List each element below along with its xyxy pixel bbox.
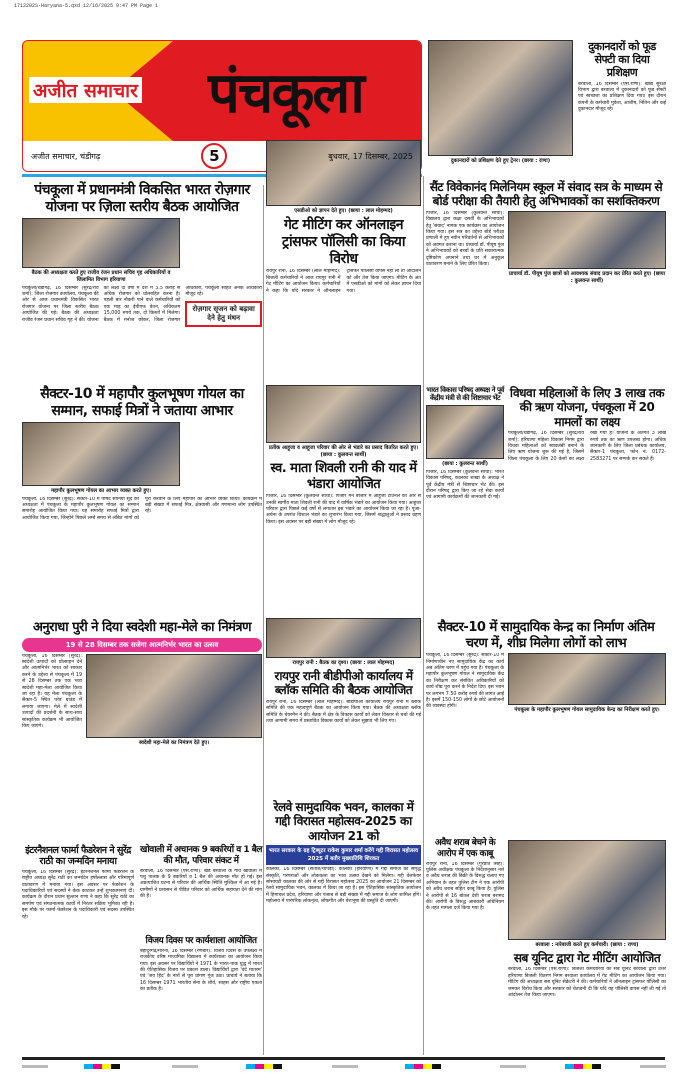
- masthead: [22, 40, 422, 172]
- bottom-rule: [22, 1057, 665, 1060]
- headline-community-centre: सैक्टर-10 में सामुदायिक केन्द्र का निर्माण अंतिम चरण में, शीघ्र मिलेगा लोगों को लाभ: [437, 620, 655, 651]
- article-pharma: [22, 845, 134, 1053]
- photo-caption: बरवाला : नारेबाजी करते हुए कर्मचारी। (छाया : राणा): [535, 942, 639, 948]
- headline-sub-unit-meeting: सब यूनिट द्वारा गेट मीटिंग आयोजित: [513, 951, 661, 965]
- subhead-banner: भारत सरकार के ग्रह ट्रिब्यूटर राकेश कुमार शर्मा करेंगे गद्दी विरासत महोत्सव 2025 में बतौर मुख्यातिथि शिरकत: [266, 845, 421, 865]
- article-bdpo: [266, 618, 421, 796]
- photo-mela: [86, 654, 262, 738]
- photo-block: [86, 654, 262, 838]
- headline-mayor-honour: सैक्टर-10 में महापौर कुलभूषण गोयल का सम्मान, सफाई मित्रों ने जताया आभार: [40, 386, 244, 419]
- headline-rozgar-yojana: पंचकूला में प्रधानमंत्री विकसित भारत रोज़गार योजना पर ज़िला स्तरीय बैठक आयोजित: [34, 182, 250, 215]
- article-body: रायपुर रानी, 16 दिसम्बर (लाल मोहम्मद): बिजली कर्मचारियों ने आज रायपुर रानी में गेट मीटिंग का आयोजन किया। कर्मचारियों ने कहा कि यदि सरकार ने ऑनलाइन ट्रांसफर पॉलिसी वापस नहीं ली तो आंदोलन को और तेज किया जाएगा। मीटिंग के अंत में एसडीओ को मांगों को लेकर ज्ञापन दिया गया।: [266, 269, 421, 294]
- headline-bdpo: रायपुर रानी बीडीपीओ कार्यालय में ब्लॉक समिति की बैठक आयोजित: [274, 669, 413, 698]
- article-row: [22, 654, 262, 838]
- headline-widow-loan: विधवा महिलाओं के लिए 3 लाख तक की ऋण योजना, पंचकूला में 20 मामलों का लक्ष्य: [509, 386, 665, 429]
- column-divider: [263, 185, 264, 1055]
- page-number: 5: [201, 143, 227, 169]
- article-body: पंचकूला, 16 दिसम्बर (सुरेंद्र): स्वदेशी उत्पादों को प्रोत्साहन देने और आत्मनिर्भर भारत को साकार करने के उद्देश्य से पंचकूला में 19 से 28 दिसम्बर तक एक भव्य स्वदेशी महा-मेला आयोजित किया जा रहा है। यह मेला पंचकूला के सैक्टर-5 स्थित परेड ग्राउंड में लगाया जाएगा। मेले में स्वदेशी उत्पादों की प्रदर्शनी के साथ-साथ सांस्कृतिक कार्यक्रम भी आयोजित किए जाएंगे।: [22, 653, 82, 730]
- photo-caption: एसडीओ को ज्ञापन देते हुए। (छाया : लाल मोहम्मद): [294, 208, 393, 214]
- article-row: [426, 653, 666, 834]
- article-swadeshi-mela: [22, 620, 262, 838]
- article-widow-loan: [508, 386, 666, 614]
- article-rozgar: [22, 182, 262, 380]
- photo-protest: [508, 840, 666, 940]
- newspaper-brand: अजीत समाचार: [29, 77, 142, 103]
- photo-food-training: [428, 40, 573, 156]
- article-bhandara: [266, 385, 421, 613]
- article-gaddi-festival: [266, 800, 421, 1053]
- article-body: पंचकूला, 16 दिसम्बर (सुरेंद्र): सैक्टर-10 में निर्माणाधीन नए सामुदायिक केंद्र का कार्य अब अंतिम चरण में पहुंच गया है। पंचकूला के महापौर कुलभूषण गोयल ने सामुदायिक केंद्र का निरीक्षण कर संबंधित अधिकारियों को कार्य शीघ्र पूरा करने के निर्देश दिए। इस भवन पर लगभग 7.50 करोड़ रुपये की लागत आई है। इसमें 150-150 लोगों के छोटे आयोजनों की व्यवस्था होगी।: [426, 653, 504, 710]
- headline-pharma-federation: इंटरनैशनल फार्मा फैडरेशन ने सुरेंद्र राठी का जन्मदिन मनाया: [25, 845, 131, 868]
- headline-swadeshi-mela: अनुराधा पुरी ने दिया स्वदेशी महा-मेले का निमंत्रण: [32, 620, 252, 635]
- photo-parishad: [426, 405, 504, 459]
- article-body: पंचकूला, 16 दिसम्बर (सुरेंद्र): इंटरनैशनल फार्मा फैडरेशन के राष्ट्रीय अध्यक्ष सुरेंद्र राठी का जन्मदिन हर्षोल्लास और गरिमापूर्ण वातावरण में मनाया गया। इस अवसर पर फेडरेशन के पदाधिकारियों एवं सदस्यों ने केक काटकर उन्हें शुभकामनाएं दीं। कार्यक्रम के दौरान प्रधान सुल्तान राणा ने कहा कि सुरेंद्र राठी का समर्पण एवं संगठनात्मक कार्यों में निरंतर सक्रिय भूमिका रही है। इस मौके पर फार्मा फेडरेशन के पदाधिकारी एवं सदस्य उपस्थित रहे।: [22, 869, 134, 920]
- registration-bar: [332, 1065, 358, 1068]
- headline-parishad-visit: भारत विकास परिषद् अध्यक्ष ने पूर्व केंद्रीय मंत्री से की शिष्टाचार भेंट: [426, 386, 504, 403]
- photo-caption: (छाया : कुलवन्त सार्थी): [441, 460, 488, 467]
- photo-caption: बैठक की अध्यक्षता करते हुए राजीव रंजन प्रधान सचिव गृह अधिकारियों व जिलामित विभाग हरियाणा: [31, 269, 171, 283]
- photo-inspection: [508, 653, 666, 705]
- registration-bar: [500, 1065, 526, 1068]
- subhead-banner: 19 से 28 दिसम्बर तक सजेगा आत्मनिर्भर भारत का उत्सव: [22, 638, 262, 652]
- article-body: बरवाला, 16 दिसम्बर (एस.राणा): खंड बरवाला के गांव खोवाली में पशु पालक के 9 बकरियों व 1 बैल की अचानक मौत हो गई। इस अप्रत्याशित घटना से परिवार की आर्थिक स्थिति मुश्किल में आ गई है। ग्रामीणों ने प्रशासन से पीड़ित परिवार को आर्थिक सहायता देने की मांग की है।: [140, 868, 262, 900]
- photo-caption: प्रतीक आहूजा व आहूजा परिवार की ओर से भंडारे का प्रसाद वितरित करते हुए। (छाया : कुलवन्त सार्थी): [268, 445, 419, 458]
- article-body: रायपुर रानी, 16 दिसम्बर (लाल मोहम्मद): बीडीपीओ कार्यालय रायपुर रानी में ब्लॉक समिति की एक महत्वपूर्ण बैठक का आयोजन किया गया। बैठक की अध्यक्षता ब्लॉक समिति के चेयरमैन ने की। बैठक में क्षेत्र के विकास कार्यों को लेकर विस्तार से चर्चा की गई तथा आगामी समय में प्रस्तावित विकास कार्यों को लेकर सुझाव भी लिए गए।: [266, 699, 421, 724]
- photo-caption: प्राचार्या डॉ. पीयूष पुंज छात्रों को आवश्यक संवाद प्रदान कर प्रेरित करते हुए। (छाया : कुलवन्त सार्थी): [508, 270, 666, 284]
- registration-bar: [172, 1065, 198, 1068]
- article-body: पंचकूला/चंडीगढ़, 16 दिसम्बर (सुरेंद्र/रवि शर्मा): जिला रोजगार कार्यालय, पंचकूला की ओर से आज प्रधानमंत्री विकसित भारत रोजगार योजना पर जिला स्तरीय बैठक आयोजित की गई। बैठक की अध्यक्षता राजीव रंजन प्रधान सचिव गृह ने की। योजना का लक्ष्य दो वर्षों में देश में 3.5 करोड़ से अधिक रोजगार को प्रोत्साहित करना है। पहली बार नौकरी पाने वाले कर्मचारियों को एक माह का ईपीएफ वेतन, अधिकतम 15,000 रुपये तक, दो किस्तों में मिलेगा। बैठक में मनोज छोकर, जिला रोजगार अधिकारी, पंचकूला सहित अनेक अधिकारी मौजूद रहे।: [22, 285, 262, 323]
- article-school: [426, 180, 666, 380]
- color-registration-mark: [405, 1064, 441, 1069]
- edition-city-title: पंचकूला: [208, 61, 363, 126]
- headline-gate-meeting: गेट मीटिंग कर ऑनलाइन ट्रांसफर पॉलिसी का किया विरोध: [281, 217, 406, 267]
- article-body: पंचकूला/चंडीगढ़, 16 दिसम्बर (सुरेंद्र/रवि शर्मा): हरियाणा महिला विकास निगम द्वारा विधवा महिलाओं को स्वावलंबी बनाने के लिए ऋण योजना शुरू की गई है, जिसमें जिला पंचकूला के लिए 20 केसों का लक्ष्य रखा गया है। योजना के अंतर्गत 3 लाख रुपये तक का ऋण उपलब्ध होगा। अधिक जानकारी के लिए जिला प्रबंधक कार्यालय, सैक्टर-1 पंचकूला, फोन नं. 0172-2583271 पर सम्पर्क कर सकते हैं।: [508, 431, 666, 462]
- article-sub-unit: [508, 840, 666, 1053]
- registration-bar: [640, 1065, 666, 1068]
- article-gate-meeting: [266, 140, 421, 380]
- article-body: पिंजौर, 16 दिसम्बर (कुलवन्त सार्थी): भारत विकास परिषद्, कालका शाखा के अध्यक्ष ने पूर्व केंद्रीय मंत्री से शिष्टाचार भेंट की। इस दौरान परिषद् द्वारा किए जा रहे सेवा कार्यों एवं आगामी कार्यक्रमों की जानकारी दी गई।: [426, 469, 504, 501]
- article-body: पिंजौर, 16 दिसम्बर (कुलवन्त सार्थी): पिंजौर मेन बाजार में आहूजा टाउनल की ओर से उनकी स्वर्गीय माता शिवली रानी की याद में वार्षिक भंडारे का आयोजन किया गया। आहूजा परिवार द्वारा पिछले कई वर्षों से लगातार इस भंडारे का आयोजन किया जा रहा है। पूजा-अर्चना के उपरांत विशाल भंडारे का शुभारंभ किया गया, जिसमें श्रद्धालुओं ने प्रसाद ग्रहण किया। इस अवसर पर बड़ी संख्या में लोग मौजूद रहे।: [266, 494, 421, 525]
- color-registration-mark: [246, 1064, 282, 1069]
- article-vijay-diwas: [140, 936, 262, 1053]
- headline-livestock-deaths: खोवाली में अचानक 9 बकरियों व 1 बैल की मौत, परिवार संकट में: [140, 845, 262, 866]
- photo-meeting: [22, 218, 180, 268]
- photo-caption: स्वदेशी महा-मेले का निमंत्रण देते हुए।: [138, 739, 210, 746]
- photo-block-food: [428, 40, 573, 172]
- headline-food-safety: दुकानदारों को फूड सेफ्टी का दिया प्रशिक्षण: [588, 40, 656, 80]
- photo-principal: [508, 211, 666, 269]
- article-body: बरवाला, 16 दिसम्बर (एस.राणा): बिजली कर्मचारियों की सब यूनिट बरवाला द्वारा उत्तर हरियाणा बिजली वितरण निगम बरवाला कार्यालय में गेट मीटिंग का आयोजन किया गया। मीटिंग की अध्यक्षता सब यूनिट सेक्रेटरी ने की। कर्मचारियों ने ऑनलाइन ट्रांसफर पॉलिसी का जमकर विरोध किया और सरकार को चेतावनी दी कि यदि यह पॉलिसी वापस नहीं ली गई तो आंदोलन तेज किया जाएगा।: [508, 967, 666, 999]
- photo-block: [508, 211, 666, 380]
- article-illegal-liquor: [426, 838, 504, 1053]
- headline-gaddi-festival: रेलवे सामुदायिक भवन, कालका में गद्दी विरासत महोत्सव-2025 का आयोजन 21 को: [273, 800, 414, 843]
- article-body: कालका, 16 दिसम्बर (सतीश/चोपड़ा): कालका (हरियाणा) में गद्दी समाज की समृद्ध संस्कृति, परंपराओं और लोककला का भव्य उत्सव देखने को मिलेगा। गद्दी वेलफेयर सोसायटी कालका की ओर से गद्दी विरासत महोत्सव 2025 का आयोजन 21 दिसम्बर को रेलवे सामुदायिक भवन, कालका में किया जा रहा है। इस ऐतिहासिक सांस्कृतिक आयोजन में हिमाचल प्रदेश, हरियाणा और पंजाब से बड़ी संख्या में गद्दी समाज के लोग शामिल होंगे। महोत्सव में पारंपरिक लोकनृत्य, लोकगीत और वेशभूषा की प्रस्तुति दी जाएगी।: [266, 867, 421, 905]
- print-slug: 1712202S-Haryana-5.qxd 12/16/2025 9:47 PM Page 1: [14, 3, 159, 9]
- article-body: पिंजौर, 16 दिसम्बर (कुलवन्त सार्थी): विद्यालय द्वारा कक्षा दसवीं के अभिभावकों हेतु 'संवाद' नामक एक कार्यक्रम का आयोजन किया गया। इस सत्र का उद्देश्य बोर्ड परीक्षा प्रणाली में हुए नवीन परिवर्तनों से अभिभावकों को अवगत कराना था। प्राचार्या डॉ. पीयूष पुंज ने अभिभावकों को बच्चों के प्रति सकारात्मक दृष्टिकोण अपनाने तथा घर में अनुकूल वातावरण बनाने के लिए प्रेरित किया।: [426, 210, 504, 268]
- article-body: पंचकूला, 16 दिसम्बर (सुरेंद्र): सैक्टर-10 में पार्षद सोनिया सूद की अध्यक्षता में पंचकूला के महापौर कुलभूषण गोयल का सम्मान समारोह आयोजित किया गया। यह समारोह सफाई मित्रों द्वारा आयोजित किया गया, जिन्होंने पिछले लम्बे समय से लंबित मांगों को पूरा करवाने के लिए महापौर का आभार व्यक्त किया। कार्यक्रम में बड़ी संख्या में सफाई मित्र, क्षेत्रवासी और गणमान्य लोग उपस्थित रहे।: [22, 496, 262, 521]
- color-registration-mark: [565, 1064, 601, 1069]
- article-food-safety: [578, 40, 666, 175]
- color-registration-mark: [84, 1064, 120, 1069]
- subhead-inset: रोज़गार सृजन को बढ़ावा देने हेतु मंथन: [185, 301, 262, 327]
- photo-bhandara: [266, 385, 421, 443]
- article-parishad: [426, 386, 504, 614]
- photo-bdpo-meeting: [266, 618, 421, 658]
- article-body-wrap: [22, 286, 262, 380]
- headline-illegal-liquor: अवैध शराब बेचने के आरोप में एक काबू: [434, 838, 496, 859]
- article-row: [426, 211, 666, 380]
- headline-school-session: सैंट विवेकानंद मिलेनियम स्कूल में संवाद सत्र के माध्यम से बोर्ड परीक्षा की तैयारी हेतु अभिभावकों का सशक्तिकरण: [429, 180, 663, 209]
- issue-date: बुधवार, 17 दिसम्बर, 2025: [328, 151, 413, 161]
- registration-bar: [22, 1065, 48, 1068]
- article-community-centre: [426, 620, 666, 834]
- photo-caption: महापौर कुलभूषण गोयल का आभार व्यक्त करते हुए।: [51, 487, 151, 494]
- headline-bhandara: स्व. माता शिवली रानी की याद में भंडारा आयोजित: [270, 461, 417, 492]
- edition-label: अजीत समाचार, चंडीगढ़: [31, 151, 101, 161]
- article-body: बहादुरगढ़/मोरनी, 16 दिसम्बर (रणबीर): विजय दिवस के उपलक्ष्य में राजकीय वरिष्ठ माध्यमिक विद्यालय में कार्यशाला का आयोजन किया गया। इस अवसर पर विद्यार्थियों ने 1971 के भारत-पाक युद्ध में भारत की ऐतिहासिक विजय पर प्रकाश डाला। विद्यार्थियों द्वारा 'वंदे मातरम' एवं 'जय हिंद' के नारों से पूरा प्रांगण गूंज उठा। प्राचार्य ने बताया कि 16 दिसम्बर 1971 भारतीय सेना के शौर्य, साहस और राष्ट्रीय एकता का प्रतीक है।: [140, 948, 262, 993]
- headline-vijay-diwas: विजय दिवस पर कार्यशाला आयोजित: [145, 936, 257, 946]
- column-divider: [423, 176, 424, 1055]
- photo-caption: दुकानदारों को प्रशिक्षण देते हुए ट्रेनर। (छाया : राणा): [450, 158, 551, 164]
- article-livestock: [140, 845, 262, 933]
- article-mayor: [22, 386, 262, 614]
- photo-mayor: [22, 422, 180, 486]
- photo-caption: रायपुर रानी : बैठक का दृश्य। (छाया : लाल मोहम्मद): [292, 660, 395, 666]
- photo-caption: पंचकूला के महापौर कुलभूषण गोयल सामुदायिक केन्द्र का निरीक्षण करते हुए।: [514, 707, 660, 714]
- article-body: रायपुर रानी, 16 दिसम्बर (गुरप्रीत सिंह): पुलिस अधीक्षक पंचकूला के निर्देशानुसार नशे व अवैध शराब की बिक्री के विरुद्ध चलाए गए अभियान के तहत पुलिस टीम ने एक आरोपी को अवैध शराब सहित काबू किया है। पुलिस ने आरोपी से 16 बोतल देशी शराब बरामद की। आरोपी के विरुद्ध आबकारी अधिनियम के तहत मामला दर्ज किया गया है।: [426, 861, 504, 912]
- photo-block: [508, 653, 666, 834]
- article-body: बरवाला, 16 दिसम्बर (एस.राणा): खाद्य सुरक्षा विभाग द्वारा बरवाला में दुकानदारों को फूड सेफ्टी एवं स्वच्छता का प्रशिक्षण दिया गया। इस दौरान कंपनी के कर्मचारी मुकेश, आशीष, नितिन और कई दुकानदार मौजूद रहे।: [578, 81, 666, 113]
